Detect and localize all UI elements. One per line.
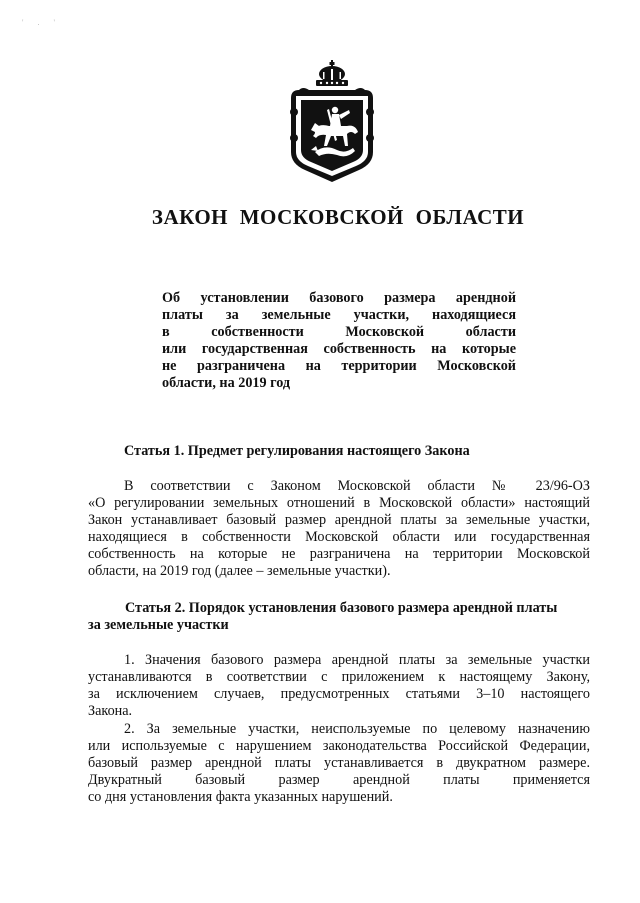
- scan-specks: ' . ': [22, 18, 61, 27]
- paragraph-line: собственность на которые не разграничена на территории Московской: [88, 546, 590, 562]
- heading-line: за земельные участки: [88, 617, 229, 633]
- paragraph-line: Закона.: [88, 703, 133, 719]
- subject-line: не разграничена на территории Московской: [162, 358, 516, 374]
- article-2-paragraph-1: [88, 652, 590, 720]
- paragraph-line: области, на 2019 год (далее – земельные участки).: [88, 563, 391, 579]
- law-subject-block: [162, 290, 516, 392]
- moscow-oblast-coat-of-arms-icon: [285, 60, 379, 184]
- subject-line: платы за земельные участки, находящиеся: [162, 307, 516, 323]
- subject-line: в собственности Московской области: [162, 324, 516, 340]
- article-2-paragraph-2: [88, 721, 590, 806]
- paragraph-line: Закон устанавливает базовый размер арендной платы за земельные участки,: [88, 512, 590, 528]
- subject-line: Об установлении базового размера арендной: [162, 290, 516, 306]
- paragraph-line: Двукратный базовый размер арендной платы применяется: [88, 772, 590, 788]
- heading-line: Статья 2. Порядок установления базового размера арендной платы: [125, 600, 558, 616]
- paragraph-line: за исключением случаев, предусмотренных статьями 3–10 настоящего: [88, 686, 590, 702]
- paragraph-line: «О регулировании земельных отношений в Московской области» настоящий: [88, 495, 590, 511]
- law-title: ЗАКОН МОСКОВСКОЙ ОБЛАСТИ: [151, 205, 525, 229]
- paragraph-line: 1. Значения базового размера арендной платы за земельные участки: [124, 652, 590, 668]
- article-1-heading: Статья 1. Предмет регулирования настоящего Закона: [124, 443, 470, 459]
- paragraph-line: или используемые с нарушением законодательства Российской Федерации,: [88, 738, 590, 754]
- paragraph-line: находящиеся в собственности Московской области или государственная: [88, 529, 590, 545]
- article-1-paragraph: [88, 478, 590, 580]
- paragraph-line: устанавливаются в соответствии с приложением к настоящему Закону,: [88, 669, 590, 685]
- subject-line: области, на 2019 год: [162, 375, 291, 391]
- article-2-heading: [88, 600, 590, 634]
- paragraph-line: со дня установления факта указанных нарушений.: [88, 789, 393, 805]
- paragraph-line: базовый размер арендной платы устанавливается в двукратном размере.: [88, 755, 590, 771]
- paragraph-line: В соответствии с Законом Московской области № 23/96-ОЗ: [124, 478, 590, 494]
- paragraph-line: 2. За земельные участки, неиспользуемые по целевому назначению: [124, 721, 590, 737]
- subject-line: или государственная собственность на которые: [162, 341, 516, 357]
